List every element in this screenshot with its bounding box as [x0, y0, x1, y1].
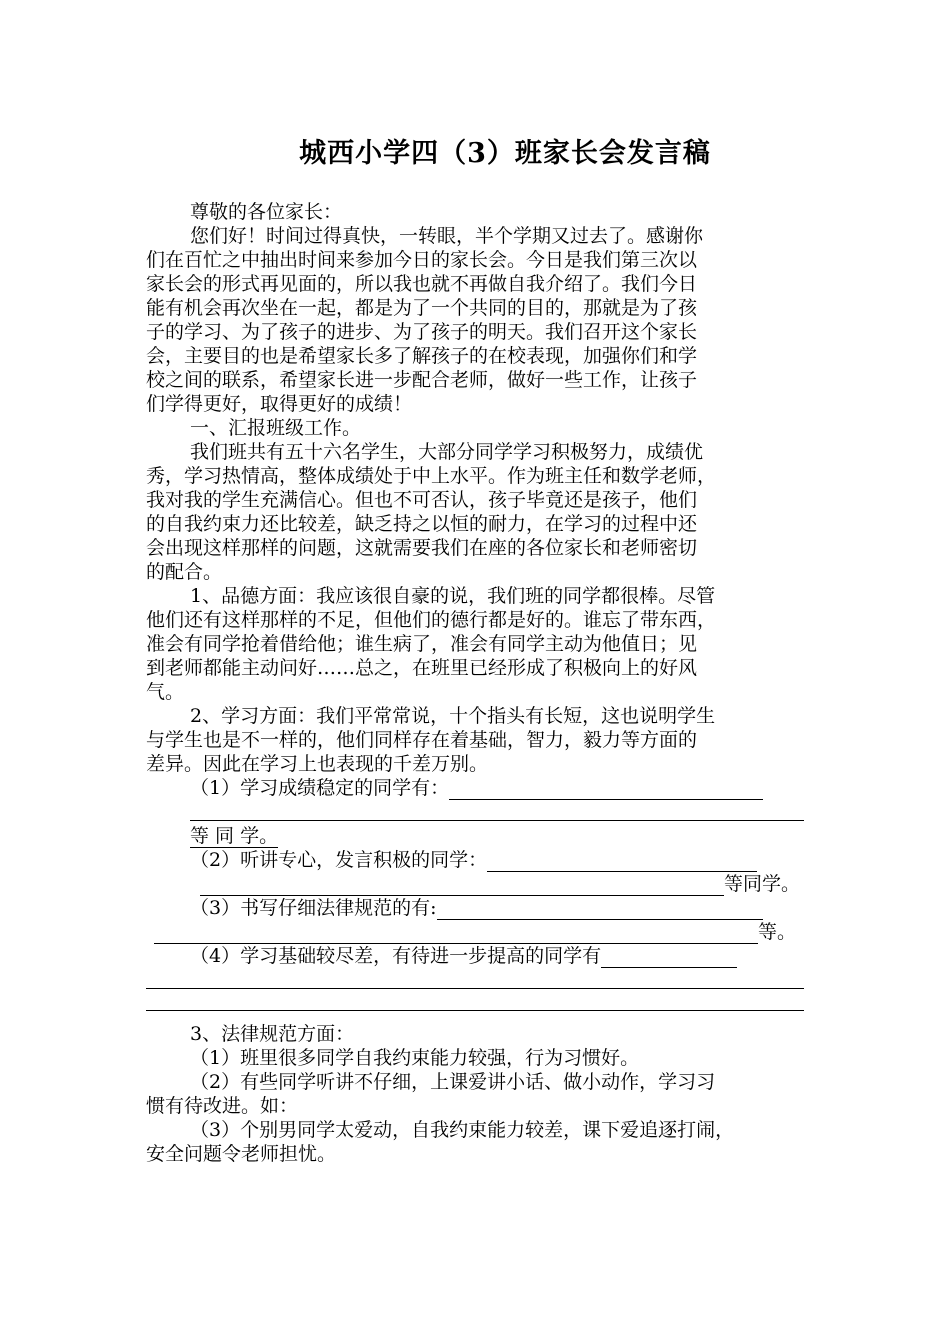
intro-line: 您们好！时间过得真快，一转眼，半个学期又过去了。感谢你	[190, 225, 704, 247]
study-item-3-tail: 等。	[758, 921, 797, 943]
study-item-4-label: （4）学习基础较尽差，有待进一步提高的同学有	[190, 945, 602, 967]
study-line: 2、学习方面：我们平常常说，十个指头有长短，这也说明学生	[190, 705, 716, 727]
intro-line: 校之间的联系，希望家长进一步配合老师，做好一些工作，让孩子	[146, 369, 698, 391]
section1-line: 的配合。	[146, 561, 223, 583]
moral-line: 1、品德方面：我应该很自豪的说，我们班的同学都很棒。尽管	[190, 585, 716, 607]
fill-line	[146, 1010, 804, 1011]
study-line: 与学生也是不一样的，他们同样存在着基础，智力，毅力等方面的	[146, 729, 698, 751]
moral-line: 他们还有这样那样的不足，但他们的德行都是好的。谁忘了带东西，	[146, 609, 717, 631]
study-item-2-end	[146, 872, 806, 896]
fill-blank	[437, 899, 763, 920]
section1-heading: 一、汇报班级工作。	[190, 417, 362, 439]
fill-line-row	[146, 968, 806, 992]
fill-line-row	[146, 992, 806, 1016]
intro-paragraph	[146, 224, 806, 416]
section1-line: 秀，学习热情高，整体成绩处于中上水平。作为班主任和数学老师，	[146, 465, 717, 487]
section3-item: （3）个别男同学太爱动，自我约束能力较差，课下爱追逐打闹，	[190, 1119, 735, 1141]
study-line: 差异。因此在学习上也表现的千差万别。	[146, 753, 489, 775]
fill-blank	[154, 923, 758, 944]
intro-line: 能有机会再次坐在一起，都是为了一个共同的目的，那就是为了孩	[146, 297, 698, 319]
document-title: 城西小学四（3）班家长会发言稿	[299, 138, 711, 169]
document-body	[146, 200, 806, 1166]
section1-line: 的自我约束力还比较差，缺乏持之以恒的耐力，在学习的过程中还	[146, 513, 698, 535]
intro-line: 们学得更好，取得更好的成绩！	[146, 393, 413, 415]
moral-line: 到老师都能主动问好……总之，在班里已经形成了积极向上的好风	[146, 657, 698, 679]
intro-line: 会，主要目的也是希望家长多了解孩子的在校表现，加强你们和学	[146, 345, 698, 367]
study-item-2-label: （2）听讲专心，发言积极的同学：	[190, 849, 488, 871]
section3-list	[146, 1046, 806, 1166]
section3-item: （1）班里很多同学自我约束能力较强，行为习惯好。	[190, 1047, 640, 1069]
intro-line: 们在百忙之中抽出时间来参加今日的家长会。今日是我们第三次以	[146, 249, 698, 271]
fill-blank	[449, 779, 763, 800]
study-item-2-tail: 等同学。	[724, 873, 801, 895]
section3-item: 安全问题令老师担忧。	[146, 1143, 337, 1165]
study-item-1-label: （1）学习成绩稳定的同学有：	[190, 777, 450, 799]
greeting: 尊敬的各位家长：	[190, 201, 343, 223]
fill-line	[146, 988, 804, 989]
study-paragraph	[146, 704, 806, 776]
fill-blank	[487, 851, 757, 872]
intro-line: 子的学习、为了孩子的进步、为了孩子的明天。我们召开这个家长	[146, 321, 698, 343]
moral-line: 气。	[146, 681, 185, 703]
moral-line: 准会有同学抢着借给他；谁生病了，准会有同学主动为他值日；见	[146, 633, 698, 655]
study-item-3-end	[154, 920, 806, 944]
section3-item: （2）有些同学听讲不仔细，上课爱讲小话、做小动作，学习习	[190, 1071, 716, 1093]
study-item-4	[146, 944, 806, 968]
section3-item: 惯有待改进。如：	[146, 1095, 299, 1117]
study-item-3	[146, 896, 806, 920]
intro-line: 家长会的形式再见面的，所以我也就不再做自我介绍了。我们今日	[146, 273, 698, 295]
moral-paragraph	[146, 584, 806, 704]
fill-blank	[601, 947, 737, 968]
fill-line-row	[146, 800, 806, 824]
section1-line: 我们班共有五十六名学生，大部分同学学习积极努力，成绩优	[190, 441, 704, 463]
study-item-1-end	[146, 824, 806, 848]
section1-line: 我对我的学生充满信心。但也不可否认，孩子毕竟还是孩子，他们	[146, 489, 698, 511]
study-item-3-label: （3）书写仔细法律规范的有:	[190, 897, 437, 919]
fill-blank	[200, 875, 724, 896]
study-item-1-tail: 等 同 学。	[190, 825, 279, 847]
study-item-2	[146, 848, 806, 872]
section1-paragraph	[146, 440, 806, 584]
fill-line	[190, 820, 804, 821]
section1-line: 会出现这样那样的问题，这就需要我们在座的各位家长和老师密切	[146, 537, 698, 559]
study-item-1	[146, 776, 806, 800]
section3-heading: 3、法律规范方面：	[190, 1023, 355, 1045]
